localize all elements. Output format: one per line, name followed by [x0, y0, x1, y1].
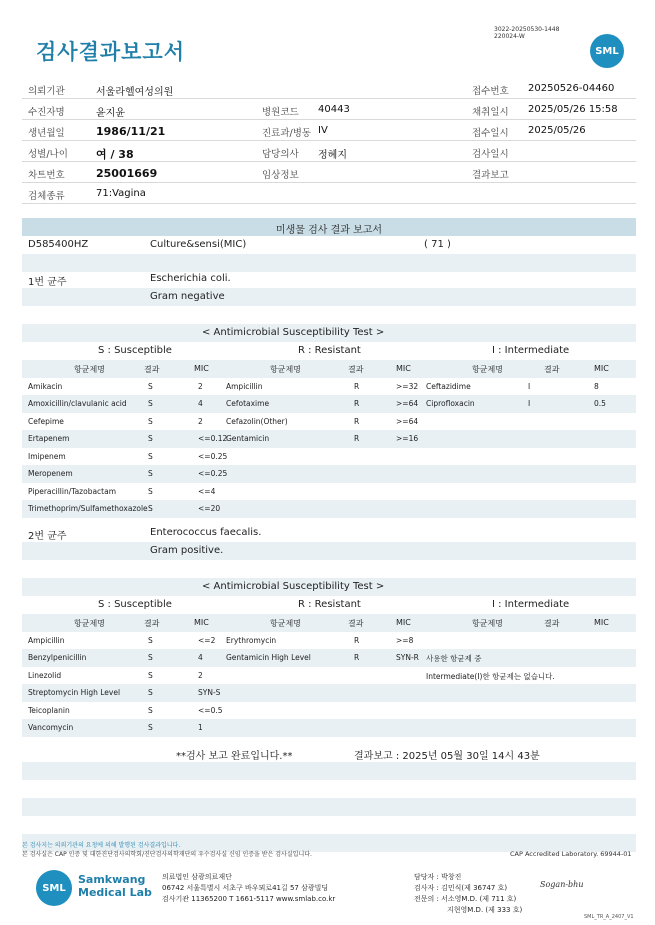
column-col_drug: 항균제명 [270, 619, 301, 628]
ast-cell: 2 [198, 381, 203, 391]
ast-row [22, 500, 636, 518]
ast-cell: Vancomycin [28, 723, 74, 732]
ast-cell: S [148, 670, 153, 680]
ast-cell: Imipenem [28, 451, 66, 461]
header-row [22, 78, 636, 99]
header-l2: 임상정보 [262, 170, 299, 181]
ast-cell: 4 [198, 653, 203, 662]
ast-cell: Cefotaxime [226, 399, 270, 408]
organism-gram-band [22, 542, 636, 560]
ast-cell: S [148, 705, 153, 715]
staff-4: 지현영M.D. (제 333 호) [447, 906, 523, 914]
report-time: 결과보고 : 2025년 05월 30일 14시 43분 [354, 751, 540, 762]
test-num: ( 71 ) [424, 239, 451, 250]
column-col_res: 결과 [544, 619, 560, 628]
ast-cell: Piperacillin/Tazobactam [28, 486, 117, 496]
ast-cell: I [528, 399, 531, 408]
column-col_drug: 항균제명 [472, 619, 503, 628]
ast-cell: >=16 [396, 434, 419, 443]
header-l2: 진료과/병동 [262, 128, 312, 139]
ast-cell: 2 [198, 670, 203, 680]
header-l3: 접수일시 [472, 128, 509, 139]
completion-line [22, 744, 636, 762]
header-l3: 접수번호 [472, 86, 509, 97]
ast-cell: Trimethoprim/Sulfamethoxazole [28, 504, 148, 513]
ast-cell: Streptomycin High Level [28, 688, 121, 697]
ast-cell: <=0.5 [198, 705, 223, 715]
ast-cell: 1 [198, 723, 203, 732]
ast-legend-line [22, 342, 636, 360]
ast-row [22, 395, 636, 413]
ast-cell: S [148, 416, 153, 426]
column-col_drug: 항균제명 [270, 365, 301, 374]
organism-label: 1번 균주 [28, 277, 67, 288]
ast-cell: R [354, 635, 360, 645]
ast-cell: <=4 [198, 486, 216, 496]
ast-cell: R [354, 416, 360, 426]
header-l1: 생년월일 [28, 128, 65, 139]
header-l3: 채취일시 [472, 107, 509, 118]
ast-cell: SYN-R [396, 653, 419, 662]
ast-table-header [22, 360, 636, 378]
staff-1: 담당자 : 박창진 [414, 873, 462, 881]
ast-cell: Cefepime [28, 416, 64, 426]
ast-cell: Gentamicin High Level [226, 653, 311, 662]
ast-cell: >=8 [396, 635, 414, 645]
ast-cell: 0.5 [594, 399, 606, 408]
staff-3: 전문의 : 서소영M.D. (제 711 호) [414, 895, 517, 903]
ast-row [22, 465, 636, 483]
ast-row [22, 378, 636, 396]
blank [22, 780, 636, 798]
ast-cell: S [148, 381, 153, 391]
column-col_drug: 항균제명 [74, 619, 105, 628]
ast-cell: Benzylpenicillin [28, 653, 87, 662]
header-v3: 2025/05/26 [528, 125, 586, 136]
header-v1: 25001669 [96, 167, 158, 180]
header-row [22, 120, 636, 141]
ast-cell: Ciprofloxacin [426, 399, 475, 408]
header-v2: 40443 [318, 104, 350, 115]
header-row [22, 183, 636, 204]
ast-row [22, 684, 636, 702]
staff-2: 검사자 : 김민식(제 36747 호) [414, 884, 508, 892]
samkwang-logo: SML [36, 870, 72, 906]
organism-label-line [22, 270, 636, 288]
ast-cell: >=64 [396, 416, 419, 426]
column-col_mic: MIC [594, 618, 609, 627]
ast-cell: Cefazolin(Other) [226, 416, 288, 426]
form-version: SML_TR_A_2407_V1 [584, 914, 634, 920]
ast-cell: Ceftazidime [426, 381, 471, 391]
ast-cell: <=0.12 [198, 434, 228, 443]
ast-legend-line [22, 596, 636, 614]
column-col_res: 결과 [144, 619, 160, 628]
header-l2: 병원코드 [262, 107, 299, 118]
ast-row [22, 448, 636, 466]
ast-cell: Erythromycin [226, 635, 277, 645]
ast-cell: <=20 [198, 504, 221, 513]
sml-logo: SML [590, 34, 624, 68]
organism-name: Escherichia coli. [150, 273, 231, 284]
addr-1: 의료법인 삼광의료재단 [162, 873, 232, 881]
ast-cell: S [148, 653, 153, 662]
header-row [22, 162, 636, 183]
header-v3: 20250526-04460 [528, 83, 615, 94]
column-col_drug: 항균제명 [472, 365, 503, 374]
ast-row [22, 632, 636, 650]
completion [22, 744, 636, 852]
code-line-1: 3022-20250530-1448 [494, 26, 560, 33]
addr-2: 06742 서울특별시 서초구 바우뫼로41길 57 삼광빌딩 [162, 884, 329, 892]
header-row [22, 141, 636, 162]
ast-cell: Meropenem [28, 469, 73, 478]
ast-row [22, 702, 636, 720]
ast-cell: S [148, 399, 153, 408]
ast-cell: I [528, 381, 531, 391]
column-col_drug: 항균제명 [74, 365, 105, 374]
ast-cell: R [354, 399, 360, 408]
ast-cell: S [148, 451, 153, 461]
r-label: R : Resistant [298, 599, 361, 610]
column-col_mic: MIC [194, 364, 209, 373]
column-col_res: 결과 [348, 619, 364, 628]
i-label: I : Intermediate [492, 345, 570, 356]
footer-note-2: 본 검사실은 CAP 인증 및 대한진단검사의학회/진단검사의학재단의 우수검사실 신임 인증을 받은 검사실입니다. [22, 851, 312, 858]
blank-line [22, 306, 636, 324]
header-l3: 검사일시 [472, 149, 509, 160]
gram-stain: Gram negative [150, 291, 225, 302]
organism-name: Enterococcus faecalis. [150, 527, 262, 538]
ast-cell: Amikacin [28, 381, 63, 391]
column-col_mic: MIC [194, 618, 209, 627]
s-label: S : Susceptible [98, 599, 172, 610]
header-l1: 검체종류 [28, 191, 65, 202]
ast-row [22, 649, 636, 667]
ast-cell: R [354, 434, 360, 443]
ast-cell: R [354, 653, 360, 662]
organism-label-line [22, 524, 636, 542]
ast-cell: S [148, 469, 153, 478]
ast-cell: Linezolid [28, 670, 62, 680]
addr-3: 검사기관 11365200 T 1661-5117 www.smlab.co.kr [162, 895, 336, 903]
organism-gram-band [22, 288, 636, 306]
ast-row [22, 430, 636, 448]
ast-cell: Intermediate(I)한 항균제는 없습니다. [426, 671, 555, 681]
footer-note-1: 본 검사지는 의뢰기관의 요청에 의해 발행된 검사결과입니다. [22, 842, 181, 849]
report-heading: 미생물 검사 결과 보고서 [22, 218, 636, 236]
header-v3: 2025/05/26 15:58 [528, 104, 618, 115]
ast-cell: S [148, 688, 153, 697]
band [22, 798, 636, 816]
ast-cell: >=64 [396, 399, 419, 408]
done-text: **검사 보고 완료입니다.** [176, 751, 293, 762]
ast-cell: <=0.25 [198, 451, 228, 461]
cap-accreditation: CAP Accredited Laboratory. 69944-01 [510, 850, 632, 858]
ast-cell: 8 [594, 381, 599, 391]
ast-row [22, 719, 636, 737]
ast-cell: Ertapenem [28, 434, 70, 443]
header-v2: IV [318, 125, 328, 136]
ast-cell: S [148, 504, 153, 513]
ast-cell: 사용한 항균제 중 [426, 654, 482, 663]
column-col_res: 결과 [544, 365, 560, 374]
ast-cell: Teicoplanin [28, 705, 70, 715]
band [22, 762, 636, 780]
test-line [22, 236, 636, 254]
ast-cell: S [148, 486, 153, 496]
report-code [494, 26, 604, 40]
ast-cell: <=2 [198, 635, 216, 645]
ast-cell: 2 [198, 416, 203, 426]
header-v1: 여 / 38 [96, 148, 134, 161]
header-l3: 결과보고 [472, 170, 509, 181]
lab-name-1: Samkwang [78, 873, 146, 886]
signature: Sogan-bhu [540, 880, 584, 889]
gram-stain: Gram positive. [150, 545, 224, 556]
ast-title-band [22, 324, 636, 342]
ast-cell: Ampicillin [226, 381, 263, 391]
column-col_mic: MIC [396, 618, 411, 627]
ast-title: < Antimicrobial Susceptibility Test > [202, 327, 385, 338]
code-line-2: 220024-W [494, 33, 525, 40]
blank-line [22, 560, 636, 578]
column-col_res: 결과 [348, 365, 364, 374]
organism-2 [22, 524, 636, 737]
organism-1 [22, 270, 636, 518]
report-section [22, 218, 636, 272]
header-l1: 의뢰기관 [28, 86, 65, 97]
s-label: S : Susceptible [98, 345, 172, 356]
test-name: Culture&sensi(MIC) [150, 239, 247, 250]
lab-address [162, 872, 335, 905]
ast-title-band [22, 578, 636, 596]
ast-cell: 4 [198, 399, 203, 408]
ast-row [22, 483, 636, 501]
patient-header [22, 78, 636, 204]
ast-cell: Gentamicin [226, 434, 270, 443]
r-label: R : Resistant [298, 345, 361, 356]
column-col_mic: MIC [594, 364, 609, 373]
header-l1: 차트번호 [28, 170, 65, 181]
ast-cell: SYN-S [198, 688, 221, 697]
page-title: 검사결과보고서 [36, 40, 186, 64]
header-v1: 71:Vagina [96, 188, 146, 199]
ast-row [22, 667, 636, 685]
header-l2: 담당의사 [262, 149, 299, 160]
lab-staff [414, 872, 522, 916]
header-l1: 성별/나이 [28, 149, 68, 160]
test-code: D585400HZ [28, 239, 89, 250]
ast-cell: Ampicillin [28, 635, 65, 645]
organism-label: 2번 균주 [28, 531, 67, 542]
lab-name [78, 873, 152, 899]
ast-cell: Amoxicillin/clavulanic acid [28, 399, 127, 408]
header-v1: 1986/11/21 [96, 125, 166, 138]
column-col_mic: MIC [396, 364, 411, 373]
header-v1: 윤지윤 [96, 108, 125, 119]
column-col_res: 결과 [144, 365, 160, 374]
ast-row [22, 413, 636, 431]
ast-cell: <=0.25 [198, 469, 228, 478]
ast-cell: S [148, 635, 153, 645]
header-v1: 서울라헬여성의원 [96, 87, 174, 98]
header-v2: 정혜지 [318, 150, 347, 161]
lab-name-2: Medical Lab [78, 886, 152, 899]
ast-title: < Antimicrobial Susceptibility Test > [202, 581, 385, 592]
blank [22, 816, 636, 834]
ast-cell: S [148, 723, 153, 732]
header-row [22, 99, 636, 120]
header-l1: 수진자명 [28, 107, 65, 118]
ast-cell: S [148, 434, 153, 443]
ast-table-header [22, 614, 636, 632]
i-label: I : Intermediate [492, 599, 570, 610]
ast-cell: R [354, 381, 360, 391]
ast-cell: >=32 [396, 381, 419, 391]
